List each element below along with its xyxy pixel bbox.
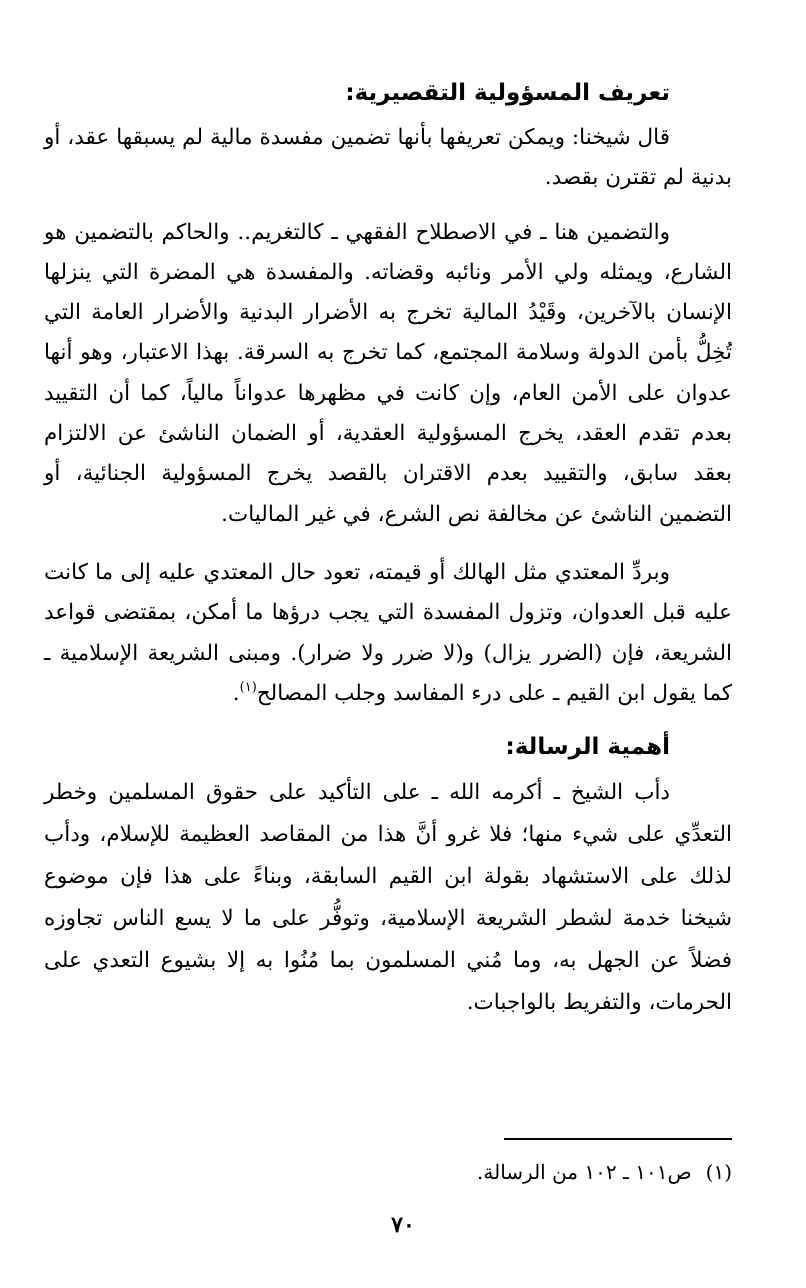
page-body: [44, 70, 732, 1042]
footnote-number: (١): [705, 1160, 732, 1184]
section-heading-tort-liability: تعريف المسؤولية التقصيرية:: [345, 80, 670, 106]
paragraph-importance: دأب الشيخ ـ أكرمه الله ـ على التأكيد على حقوق المسلمين وخطر التعدِّي على شيء منها؛ فلا غرو أنَّ هذا من المقاصد العظيمة للإسلام، ودأب لذلك على الاستشهاد بقولة ابن القيم السابقة، وبناءً على هذا فإن موضوع شيخنا خدمة لشطر الشريعة الإسلامية، وتوفُّر على ما لا يسع الناس تجاوزه فضلاً عن الجهل به، وما مُني المسلمون بما مُنُوا به إلا بشيوع التعدي على الحرمات، والتفريط بالواجبات.: [44, 780, 732, 1016]
paragraph-explanation: والتضمين هنا ـ في الاصطلاح الفقهي ـ كالتغريم.. والحاكم بالتضمين هو الشارع، ويمثله ولي الأمر ونائبه وقضاته. والمفسدة هي المضرة التي ينزلها الإنسان بالآخرين، وقَيْدُ المالية تخرج به الأضرار البدنية والأضرار العامة التي تُخِلُّ بأمن الدولة وسلامة المجتمع، كما تخرج به السرقة. بهذا الاعتبار، وهو أنها عدوان على الأمن العام، وإن كانت في مظهرها عدواناً مالياً، كما أن التقييد بعدم تقدم العقد، يخرج المسؤولية العقدية، أو الضمان الناشئ عن الالتزام بعقد سابق، والتقييد بعدم الاقتران بالقصد يخرج المسؤولية الجنائية، أو التضمين الناشئ عن مخالفة نص الشرع، في غير الماليات.: [44, 219, 732, 527]
page-number: ٧٠: [391, 1212, 415, 1238]
footnote: [477, 1158, 732, 1186]
paragraph-restitution: [44, 553, 732, 714]
footnote-reference[interactable]: (١): [239, 679, 257, 695]
paragraph-restitution-text: وبردِّ المعتدي مثل الهالك أو قيمته، تعود حال المعتدي عليه إلى ما كانت عليه قبل العدوان، وتزول المفسدة التي يجب درؤها ما أمكن، بمقتضى قواعد الشريعة، فإن (الضرر يزال) و(لا ضرر ولا ضرار). ومبنى الشريعة الإسلامية ـ كما يقول ابن القيم ـ على درء المفاسد وجلب المصالح: [44, 559, 732, 706]
paragraph-restitution-end: .: [232, 680, 240, 706]
paragraph-definition: قال شيخنا: ويمكن تعريفها بأنها تضمين مفسدة مالية لم يسبقها عقد، أو بدنية لم تقترن بقصد.: [44, 125, 732, 191]
section-heading-importance: أهمية الرسالة:: [505, 734, 670, 761]
footnote-text: ص١٠١ ـ ١٠٢ من الرسالة.: [477, 1160, 692, 1184]
footnote-divider: [504, 1138, 732, 1140]
